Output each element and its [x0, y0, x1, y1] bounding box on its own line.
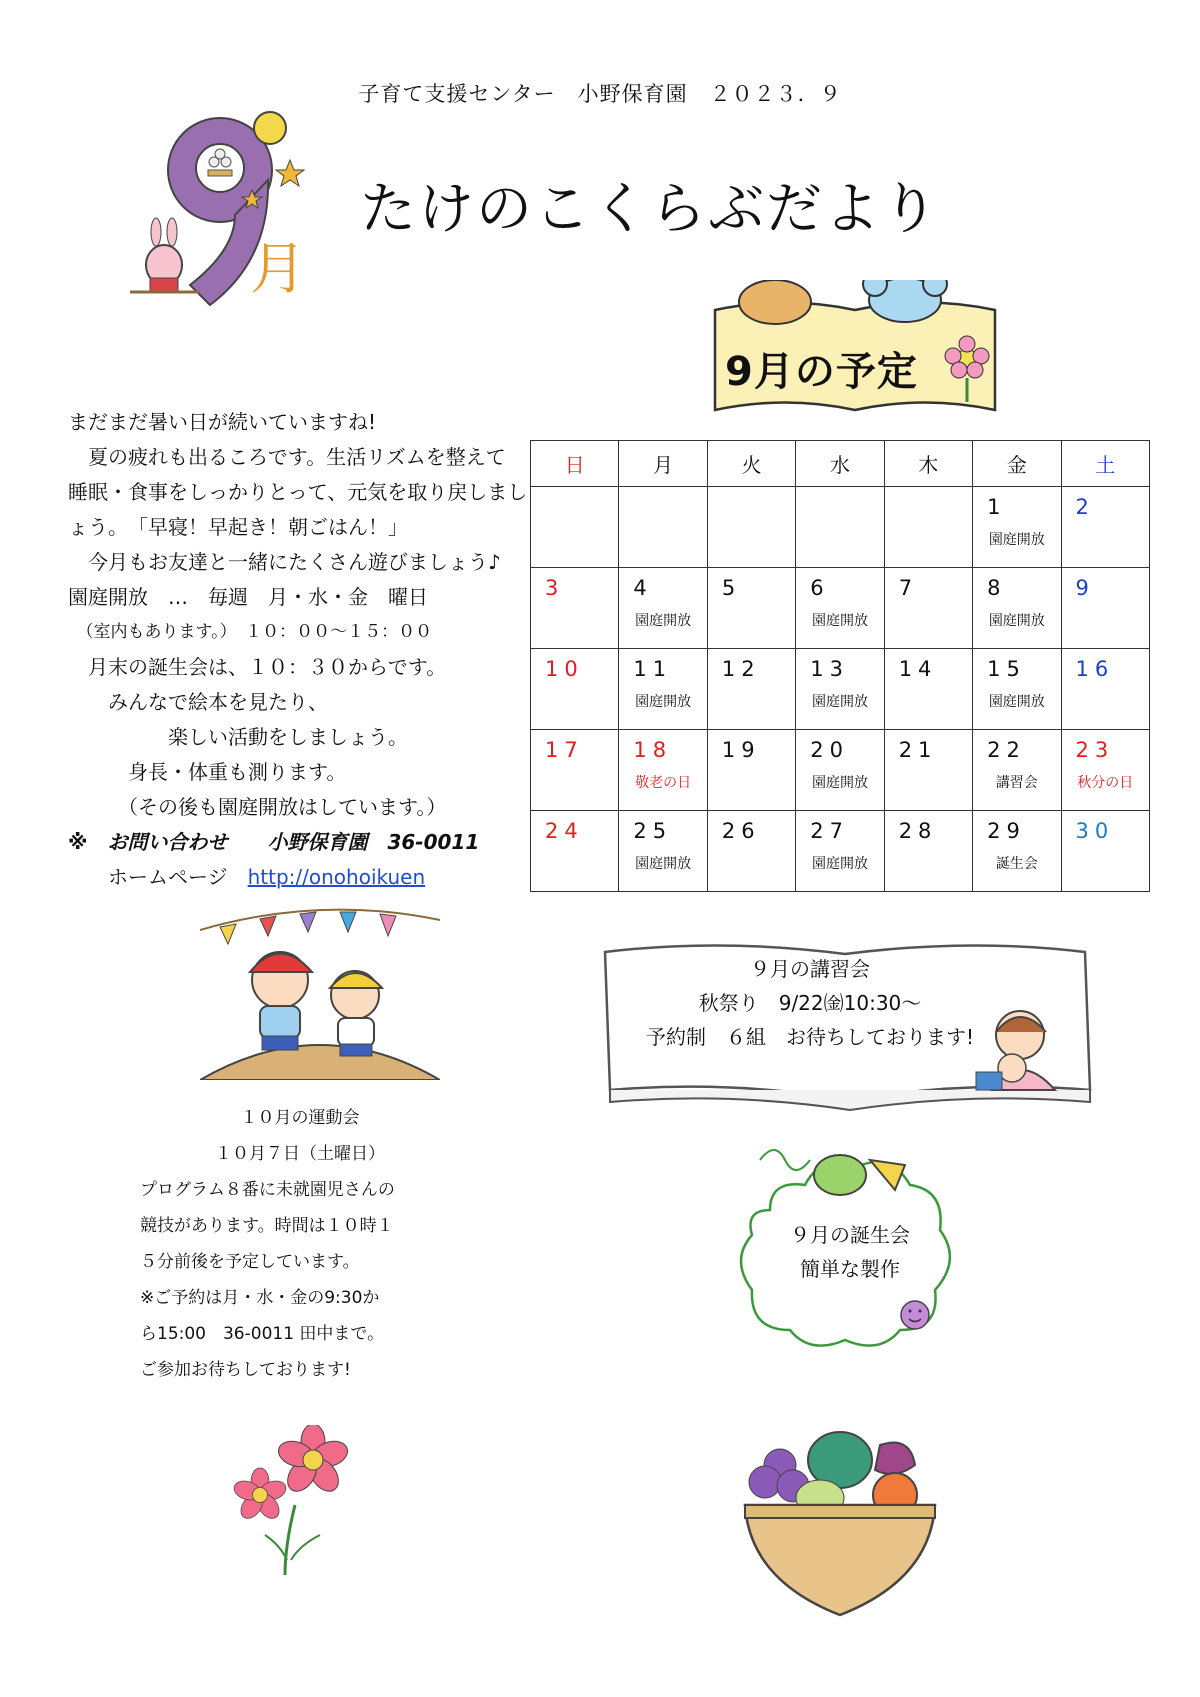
- intro-line: 楽しい活動をしましょう。: [68, 725, 408, 749]
- day-number: 18: [633, 738, 673, 762]
- newsletter-title: たけのこくらぶだより: [360, 177, 940, 242]
- lecture-reservation-line: 予約制 ６組 お待ちしております!: [645, 1025, 975, 1049]
- calendar-week: [531, 568, 1150, 649]
- calendar-day: [884, 730, 972, 811]
- calendar-day: [619, 649, 707, 730]
- sports-day-line: ご参加お待ちしております!: [140, 1360, 351, 1380]
- day-event: 講習会: [995, 775, 1038, 791]
- calendar-day: [707, 649, 795, 730]
- garden-open-line: 園庭開放 … 毎週 月・水・金 曜日: [68, 585, 428, 609]
- calendar-day: [796, 730, 884, 811]
- day-number: 21: [898, 738, 938, 762]
- sports-day-line: ５分前後を予定しています。: [140, 1252, 360, 1272]
- day-number: 17: [545, 738, 584, 762]
- calendar-week: [531, 811, 1150, 892]
- intro-line: （その後も園庭開放はしています。）: [68, 795, 447, 819]
- newsletter-header: 子育て支援センター 小野保育園 ２０２３．９: [358, 82, 842, 106]
- day-number: 28: [898, 819, 938, 843]
- day-event: 秋分の日: [1077, 775, 1134, 791]
- day-number: 22: [987, 738, 1026, 762]
- sports-day-line: プログラム８番に未就園児さんの: [140, 1180, 395, 1200]
- day-number: 26: [721, 819, 761, 843]
- calendar-week: [531, 730, 1150, 811]
- weekday-header-mon: 月: [619, 441, 707, 487]
- lecture-event-line: 秋祭り 9/22㈮10:30～: [698, 991, 922, 1015]
- calendar-day: [884, 649, 972, 730]
- calendar-day: [1061, 568, 1149, 649]
- day-event: 園庭開放: [635, 856, 692, 872]
- day-number: 27: [810, 819, 849, 843]
- calendar-day: [973, 568, 1061, 649]
- day-number: 12: [721, 657, 761, 681]
- weekday-header-wed: 水: [796, 441, 884, 487]
- calendar-day: [973, 649, 1061, 730]
- homepage-line: [68, 860, 528, 895]
- day-number: 4: [633, 576, 653, 600]
- day-number: 15: [987, 657, 1026, 681]
- calendar-day: [707, 730, 795, 811]
- calendar-day: [619, 730, 707, 811]
- lecture-title: ９月の講習会: [750, 957, 870, 981]
- calendar-day: [973, 811, 1061, 892]
- sports-day-date: １０月７日（土曜日）: [215, 1144, 385, 1164]
- calendar-day: [884, 487, 972, 568]
- day-number: 1: [987, 495, 1007, 519]
- calendar-day: [1061, 811, 1149, 892]
- day-event: 園庭開放: [635, 613, 692, 629]
- weekday-header-thu: 木: [884, 441, 972, 487]
- day-event: 園庭開放: [811, 694, 868, 710]
- intro-line: 夏の疲れも出るころです。生活リズムを整えて: [68, 445, 506, 469]
- calendar-header-row: [531, 441, 1150, 487]
- september-calendar: [530, 440, 1150, 892]
- day-number: 14: [898, 657, 938, 681]
- intro-line: まだまだ暑い日が続いていますね!: [68, 410, 377, 434]
- birthday-info: [760, 1218, 940, 1286]
- calendar-day: [1061, 649, 1149, 730]
- day-event: 園庭開放: [635, 694, 692, 710]
- weekday-header-tue: 火: [707, 441, 795, 487]
- day-event: 園庭開放: [988, 613, 1045, 629]
- day-number: 23: [1075, 738, 1115, 762]
- calendar-day: [884, 568, 972, 649]
- sports-day-line: ら15:00 36-0011 田中まで。: [140, 1324, 385, 1344]
- intro-line: みんなで絵本を見たり、: [68, 690, 328, 714]
- day-number: 2: [1075, 495, 1095, 519]
- day-event: 園庭開放: [811, 613, 868, 629]
- homepage-label: ホームページ: [68, 865, 248, 889]
- calendar-day: [973, 487, 1061, 568]
- calendar-day: [707, 811, 795, 892]
- intro-line: 月末の誕生会は、１０：３０からです。: [68, 655, 447, 679]
- day-event: 園庭開放: [988, 532, 1045, 548]
- calendar-day: [707, 487, 795, 568]
- intro-line: ょう。 「早寝！早起き！朝ごはん！」: [68, 515, 408, 539]
- contact-line: ※ お問い合わせ 小野保育園 36-0011: [68, 830, 480, 854]
- calendar-day: [619, 487, 707, 568]
- day-event: 敬老の日: [635, 775, 692, 791]
- calendar-day: [796, 649, 884, 730]
- day-number: [531, 487, 618, 523]
- day-event: 園庭開放: [811, 775, 868, 791]
- schedule-banner-title: 9月の予定: [725, 349, 918, 395]
- weekday-header-sat: 土: [1061, 441, 1149, 487]
- day-number: 7: [898, 576, 919, 600]
- calendar-day: [531, 649, 619, 730]
- day-event: 園庭開放: [988, 694, 1045, 710]
- cosmos-flower-illustration: [225, 1425, 375, 1575]
- calendar-day: [884, 811, 972, 892]
- day-number: 25: [633, 819, 673, 843]
- calendar-day: [619, 568, 707, 649]
- month-kanji: 月: [250, 237, 306, 302]
- day-event: 園庭開放: [811, 856, 868, 872]
- calendar-day: [531, 568, 619, 649]
- fruit-basket-illustration: [735, 1420, 945, 1620]
- calendar-day: [796, 487, 884, 568]
- day-number: 20: [810, 738, 849, 762]
- day-number: 13: [810, 657, 849, 681]
- day-number: 30: [1075, 819, 1115, 843]
- day-number: 6: [810, 576, 830, 600]
- calendar-day: [973, 730, 1061, 811]
- day-number: 10: [545, 657, 584, 681]
- sports-day-text: [140, 1100, 460, 1388]
- homepage-link[interactable]: http://onohoikuen: [247, 865, 426, 889]
- day-number: [619, 487, 706, 523]
- sports-day-line: ※ご予約は月・水・金の9:30か: [140, 1288, 380, 1308]
- day-number: [796, 487, 883, 523]
- lecture-info: [600, 952, 1020, 1054]
- calendar-day: [619, 811, 707, 892]
- day-number: 9: [1075, 576, 1095, 600]
- intro-line: 今月もお友達と一緒にたくさん遊びましょう♪: [68, 550, 501, 574]
- day-number: 24: [545, 819, 584, 843]
- open-hours-line: （室内もあります。） １０：００～１５：００: [68, 622, 433, 642]
- calendar-day: [707, 568, 795, 649]
- weekday-header-fri: 金: [973, 441, 1061, 487]
- running-kids-illustration: [200, 900, 440, 1080]
- calendar-week: [531, 649, 1150, 730]
- calendar-day: [531, 730, 619, 811]
- day-number: [885, 487, 972, 523]
- calendar-day: [531, 487, 619, 568]
- birthday-title: ９月の誕生会: [790, 1223, 910, 1247]
- day-number: 29: [987, 819, 1026, 843]
- calendar-day: [796, 811, 884, 892]
- calendar-day: [531, 811, 619, 892]
- calendar-day: [1061, 487, 1149, 568]
- intro-line: 身長・体重も測ります。: [68, 760, 347, 784]
- weekday-header-sun: 日: [531, 441, 619, 487]
- day-number: 3: [545, 576, 565, 600]
- intro-text-block: [68, 405, 528, 895]
- day-number: 8: [987, 576, 1007, 600]
- calendar-week: [531, 487, 1150, 568]
- sports-day-line: 競技があります。時間は１０時１: [140, 1216, 394, 1236]
- day-number: 16: [1075, 657, 1115, 681]
- day-number: 5: [721, 576, 742, 600]
- day-number: [708, 487, 795, 523]
- day-event: 誕生会: [995, 856, 1038, 872]
- intro-line: 睡眠・食事をしっかりとって、元気を取り戻しまし: [68, 480, 528, 504]
- sports-day-title: １０月の運動会: [240, 1108, 360, 1128]
- day-number: 11: [633, 657, 673, 681]
- birthday-activity: 簡単な製作: [800, 1257, 900, 1281]
- calendar-day: [1061, 730, 1149, 811]
- day-number: 19: [721, 738, 761, 762]
- calendar-day: [796, 568, 884, 649]
